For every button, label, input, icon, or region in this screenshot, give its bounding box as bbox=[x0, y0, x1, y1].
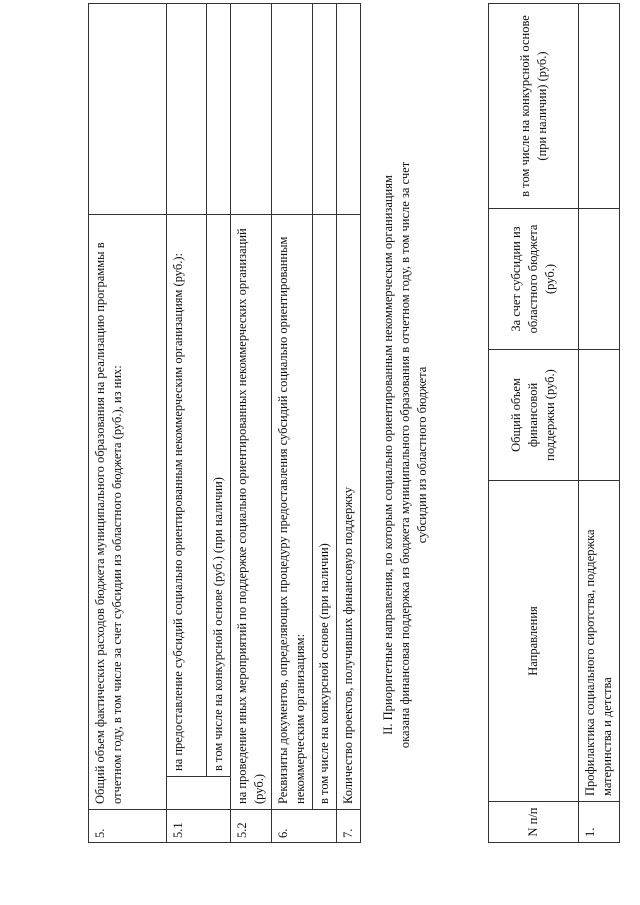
row-number: 7. bbox=[337, 810, 361, 843]
value-cell bbox=[579, 4, 620, 209]
row-number: 5. bbox=[89, 810, 167, 843]
row-text: Количество проектов, получивших финансовую поддержку bbox=[337, 215, 361, 810]
table-row bbox=[231, 4, 272, 843]
table-row bbox=[207, 4, 231, 843]
row-number: 6. bbox=[272, 810, 337, 843]
header-cell: За счет субсидии из областного бюджета (руб.) bbox=[489, 209, 579, 350]
value-cell bbox=[337, 4, 361, 215]
header-cell: N п/п bbox=[489, 802, 579, 843]
table-row bbox=[337, 4, 361, 843]
value-cell bbox=[272, 4, 313, 215]
directions-table bbox=[488, 3, 620, 843]
value-cell bbox=[313, 4, 337, 215]
table-header-row bbox=[489, 4, 579, 843]
row-number: 5.1 bbox=[167, 810, 231, 843]
table-row bbox=[272, 4, 313, 843]
table-row bbox=[313, 4, 337, 843]
value-cell bbox=[167, 4, 207, 215]
table-row bbox=[89, 4, 167, 843]
value-cell bbox=[579, 209, 620, 350]
row-text: на проведение иных мероприятий по поддержке социально ориентированных некоммерческих организаций (руб.) bbox=[231, 215, 272, 810]
table-row bbox=[167, 4, 207, 843]
row-text: Общий объем фактических расходов бюджета муниципального образования на реализацию программы в отчетном году, в том числе за счет субсидии из областного бюджета (руб.), из них: bbox=[89, 215, 167, 810]
value-cell bbox=[89, 4, 167, 215]
row-text: в том числе на конкурсной основе (руб.) (при наличии) bbox=[207, 215, 231, 777]
value-cell bbox=[579, 350, 620, 481]
value-cell bbox=[207, 4, 231, 215]
row-number: 1. bbox=[579, 802, 620, 843]
table-row bbox=[579, 4, 620, 843]
header-cell: Направления bbox=[489, 481, 579, 802]
row-text: Реквизиты документов, определяющих процедуру предоставления субсидий социально ориентированным некоммерческим организациям: bbox=[272, 215, 313, 810]
section-heading: II. Приоритетные направления, по которым социально ориентированным некоммерческим организациям оказана финансовая поддержка из бюджета муниципального образования в отчетном году, в том числе за счет субсидии из областного бюджета bbox=[381, 161, 429, 749]
header-cell: в том числе на конкурсной основе (при наличии) (руб.) bbox=[489, 4, 579, 209]
row-number: 5.2 bbox=[231, 810, 272, 843]
value-cell bbox=[231, 4, 272, 215]
direction-cell: Профилактика социального сиротства, поддержка материнства и детства bbox=[579, 481, 620, 802]
header-cell: Общий объем финансовой поддержки (руб.) bbox=[489, 350, 579, 481]
report-table bbox=[88, 3, 361, 843]
row-text: на предоставление субсидий социально ориентированным некоммерческим организациям (руб.): bbox=[167, 215, 207, 777]
row-text: в том числе на конкурсной основе (при наличии) bbox=[313, 215, 337, 810]
empty-subnum bbox=[167, 777, 231, 810]
